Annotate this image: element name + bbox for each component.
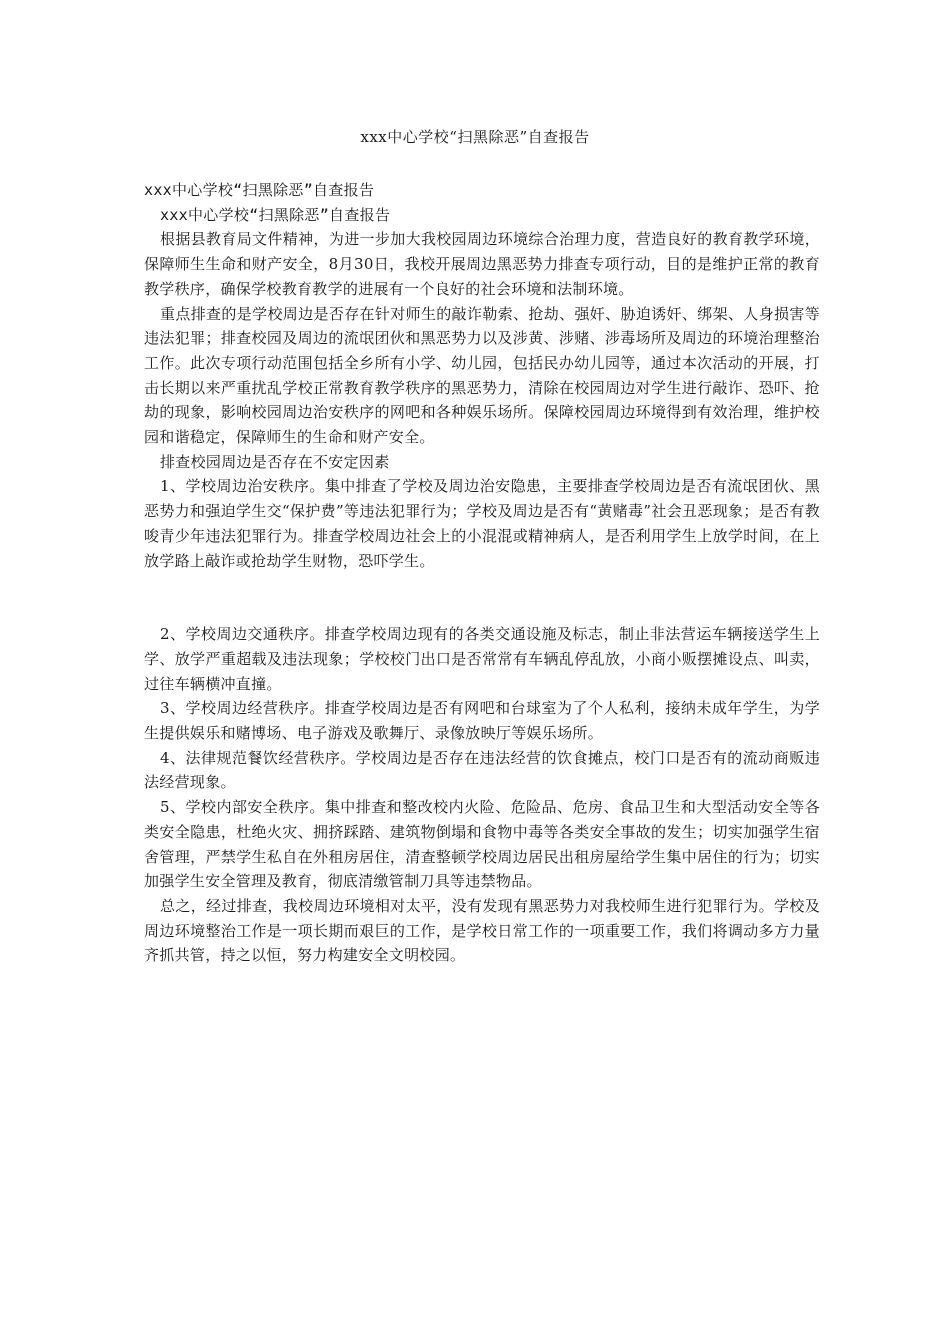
paragraph-item-5: 5、学校内部安全秩序。集中排查和整改校内火险、危险品、危房、食品卫生和大型活动安全等各类安全隐患，杜绝火灾、拥挤踩踏、建筑物倒塌和食物中毒等各类安全事故的发生；切实加强学生宿舍管理，严禁学生私自在外租房居住，清查整顿学校周边居民出租房屋给学生集中居住的行为；切实加强学生安全管理及教育，彻底清缴管制刀具等违禁物品。 bbox=[144, 798, 820, 891]
page-gap bbox=[144, 573, 820, 622]
paragraph-item-2: 2、学校周边交通秩序。排查学校周边现有的各类交通设施及标志，制止非法营运车辆接送学生上学、放学严重超载及违法现象；学校校门出口是否常常有车辆乱停乱放，小商小贩摆摊设点、叫卖，过往车辆横冲直撞。 bbox=[144, 625, 820, 693]
document-body bbox=[144, 178, 820, 968]
paragraph-item-1: 1、学校周边治安秩序。集中排查了学校及周边治安隐患，主要排查学校周边是否有流氓团伙、黑恶势力和强迫学生交“保护费”等违法犯罪行为；学校及周边是否有“黄赌毒”社会丑恶现象；是否有教唆青少年违法犯罪行为。排查学校周边社会上的小混混或精神病人，是否利用学生上放学时间，在上放学路上敲诈或抢劫学生财物，恐吓学生。 bbox=[144, 477, 820, 570]
paragraph-intro: 根据县教育局文件精神，为进一步加大我校园周边环境综合治理力度，营造良好的教育教学环境，保障师生生命和财产安全，8月30日，我校开展周边黑恶势力排查专项行动，目的是维护正常的教育教学秩序，确保学校教育教学的进展有一个良好的社会环境和法制环境。 bbox=[144, 230, 820, 298]
heading-line-1: xxx中心学校“扫黑除恶”自查报告 bbox=[144, 181, 375, 199]
paragraph-item-3: 3、学校周边经营秩序。排查学校周边是否有网吧和台球室为了个人私利，接纳未成年学生，为学生提供娱乐和赌博场、电子游戏及歌舞厅、录像放映厅等娱乐场所。 bbox=[144, 699, 820, 743]
document-title: xxx中心学校“扫黑除恶”自查报告 bbox=[360, 128, 590, 146]
paragraph-item-4: 4、法律规范餐饮经营秩序。学校周边是否存在违法经营的饮食摊点，校门口是否有的流动商贩违法经营现象。 bbox=[144, 748, 820, 792]
paragraph-conclusion: 总之，经过排查，我校周边环境相对太平，没有发现有黑恶势力对我校师生进行犯罪行为。学校及周边环境整治工作是一项长期而艰巨的工作，是学校日常工作的一项重要工作，我们将调动多方力量齐抓共管，持之以恒，努力构建安全文明校园。 bbox=[144, 896, 820, 965]
paragraph-focus: 重点排查的是学校周边是否存在针对师生的敲诈勒索、抢劫、强奸、胁迫诱奸、绑架、人身损害等违法犯罪；排查校园及周边的流氓团伙和黑恶势力以及涉黄、涉赌、涉毒场所及周边的环境治理整治工作。此次专项行动范围包括全乡所有小学、幼儿园，包括民办幼儿园等，通过本次活动的开展，打击长期以来严重扰乱学校正常教育教学秩序的黑恶势力，清除在校园周边对学生进行敲诈、恐吓、抢劫的现象，影响校园周边治安秩序的网吧和各种娱乐场所。保障校园周边环境得到有效治理，维护校园和谐稳定，保障师生的生命和财产安全。 bbox=[144, 304, 820, 447]
heading-line-2: xxx中心学校“扫黑除恶”自查报告 bbox=[160, 205, 391, 224]
paragraph-section-heading: 排查校园周边是否存在不安定因素 bbox=[160, 452, 390, 471]
